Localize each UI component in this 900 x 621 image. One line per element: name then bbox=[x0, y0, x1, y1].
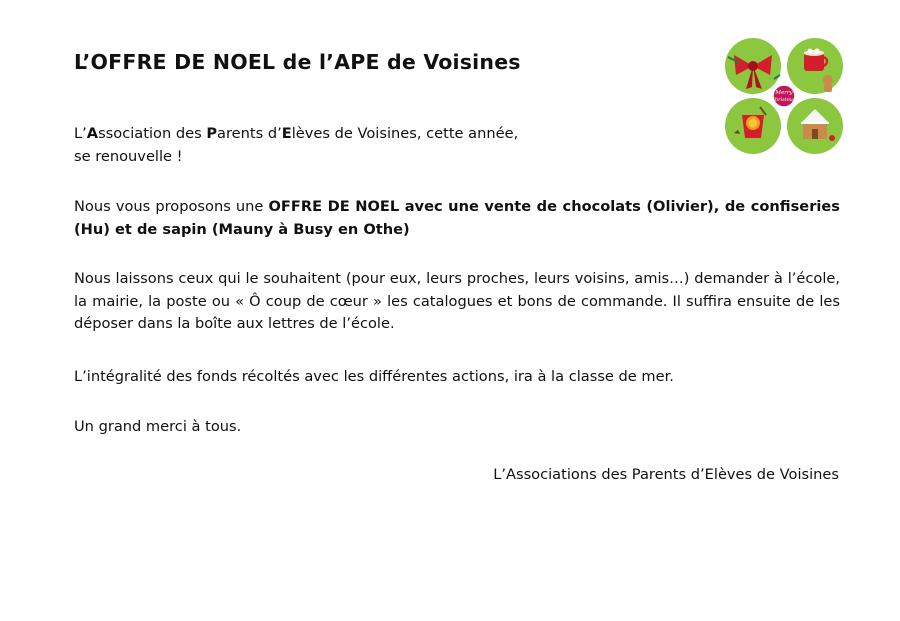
intro-initial-e: E bbox=[281, 125, 292, 142]
intro-text-1: ssociation des bbox=[98, 125, 207, 142]
christmas-text: Christmas bbox=[771, 97, 797, 103]
page-title: L’OFFRE DE NOEL de l’APE de Voisines bbox=[74, 50, 521, 74]
funds-paragraph: L’intégralité des fonds récoltés avec les différentes actions, ira à la classe de mer. bbox=[74, 368, 674, 385]
merry-text: Merry bbox=[775, 90, 793, 96]
cocoa-mug-icon bbox=[787, 38, 843, 94]
thanks-paragraph: Un grand merci à tous. bbox=[74, 418, 242, 435]
gingerbread-house-icon bbox=[787, 98, 843, 154]
bow-icon bbox=[725, 38, 781, 94]
mulled-wine-icon bbox=[725, 98, 781, 154]
intro-initial-p: P bbox=[206, 125, 218, 142]
intro-initial-a: A bbox=[86, 125, 99, 142]
intro-line-2: se renouvelle ! bbox=[74, 147, 183, 165]
catalogs-paragraph: Nous laissons ceux qui le souhaitent (pour eux, leurs proches, leurs voisins, amis…) demander à l’école, la mairie, la poste ou « Ô coup de cœur » les catalogues et bons de commande. Il suffira ensuite de les déposer dans la boîte aux lettres de l’école. bbox=[74, 270, 840, 332]
intro-prefix: L’ bbox=[74, 125, 87, 142]
signature: L’Associations des Parents d’Elèves de Voisines bbox=[493, 466, 839, 483]
christmas-decoration-image bbox=[722, 35, 846, 157]
intro-paragraph bbox=[74, 123, 594, 168]
offer-paragraph bbox=[74, 196, 840, 241]
offer-bold-text: OFFRE DE NOEL avec une vente de chocolats (Olivier), de confiseries (Hu) et de sapin (Mauny à Busy en Othe) bbox=[74, 198, 840, 238]
intro-text-3: lèves de Voisines, cette année, bbox=[291, 125, 519, 142]
offer-prefix: Nous vous proposons une bbox=[74, 198, 269, 215]
intro-text-2: arents d’ bbox=[217, 125, 282, 142]
